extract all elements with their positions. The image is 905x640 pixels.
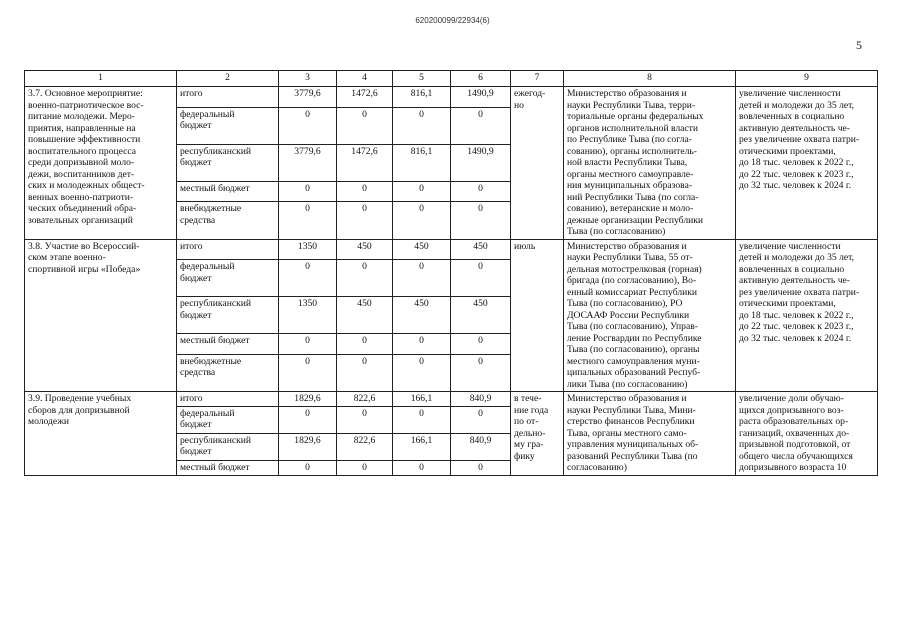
funding-amount: 0	[337, 260, 393, 297]
column-header: 7	[511, 71, 564, 87]
funding-amount: 3779,6	[279, 144, 337, 181]
funding-amount: 0	[393, 334, 451, 355]
funding-amount: 0	[393, 202, 451, 239]
funding-amount: 1829,6	[279, 392, 337, 407]
funding-amount: 0	[451, 181, 511, 202]
funding-source: итого	[177, 239, 279, 260]
funding-amount: 0	[337, 460, 393, 475]
execution-term: в тече- ние года по от- дельно- му гра- фику	[511, 392, 564, 476]
activity-description: 3.9. Проведение учебных сборов для допризывной молодежи	[25, 392, 177, 476]
funding-source: внебюджетные средства	[177, 202, 279, 239]
column-header: 1	[25, 71, 177, 87]
column-header: 9	[736, 71, 878, 87]
funding-amount: 0	[451, 334, 511, 355]
responsible-executors: Министерство образования и науки Республики Тыва, терри- ториальные органы федеральных органов исполнительной власти по Республике Тыва (по согла- сованию), органы исполнитель- ной власти Республики Тыва, органы местного самоуправле- ния муниципальных образова- ний Республики Тыва (по согла- сованию), ветеранские и моло- дежные организации Республики Тыва (по согласованию)	[564, 87, 736, 240]
funding-amount: 450	[337, 239, 393, 260]
funding-source: республиканский бюджет	[177, 297, 279, 334]
funding-amount: 450	[451, 297, 511, 334]
funding-source: федеральный бюджет	[177, 107, 279, 144]
funding-amount: 0	[337, 107, 393, 144]
funding-source: республиканский бюджет	[177, 144, 279, 181]
table-row	[25, 392, 878, 407]
funding-amount: 450	[393, 239, 451, 260]
funding-amount: 0	[451, 260, 511, 297]
responsible-executors: Министерство образования и науки Республики Тыва, Мини- стерство финансов Республики Тыва, органы местного само- управления муниципальных об- разований Республики Тыва (по согласованию)	[564, 392, 736, 476]
page-number: 5	[856, 38, 862, 52]
funding-amount: 450	[393, 297, 451, 334]
funding-amount: 0	[451, 202, 511, 239]
activity-description: 3.8. Участие во Всероссий- ском этапе военно- спортивной игры «Победа»	[25, 239, 177, 392]
funding-amount: 166,1	[393, 433, 451, 460]
funding-amount: 450	[337, 297, 393, 334]
funding-amount: 816,1	[393, 87, 451, 108]
funding-amount: 0	[337, 406, 393, 433]
funding-amount: 816,1	[393, 144, 451, 181]
column-header: 8	[564, 71, 736, 87]
funding-amount: 1472,6	[337, 87, 393, 108]
funding-amount: 0	[279, 406, 337, 433]
funding-amount: 0	[337, 334, 393, 355]
funding-source: местный бюджет	[177, 334, 279, 355]
funding-amount: 3779,6	[279, 87, 337, 108]
table-row	[25, 87, 878, 108]
funding-amount: 0	[393, 354, 451, 391]
activity-description: 3.7. Основное мероприятие: военно-патриотическое вос- питание молодежи. Меро- приятия, направленные на повышение эффективности воспитательного процесса среди допризывной моло- дежи, воспитанников дет- ских и молодежных общест- венных военно-патриоти- ческих объединений обра- зовательных организаций	[25, 87, 177, 240]
funding-source: итого	[177, 392, 279, 407]
program-table	[24, 70, 878, 476]
funding-source: местный бюджет	[177, 181, 279, 202]
column-header: 2	[177, 71, 279, 87]
funding-amount: 0	[337, 202, 393, 239]
funding-amount: 0	[393, 460, 451, 475]
funding-source: федеральный бюджет	[177, 260, 279, 297]
funding-amount: 0	[279, 334, 337, 355]
funding-source: итого	[177, 87, 279, 108]
funding-amount: 1350	[279, 239, 337, 260]
funding-amount: 0	[451, 354, 511, 391]
funding-amount: 1350	[279, 297, 337, 334]
expected-result: увеличение численности детей и молодежи до 35 лет, вовлеченных в социально активную деятельность че- рез увеличение охвата патри- отическими проектами, до 18 тыс. человек к 2022 г., до 22 тыс. человек к 2023 г., до 32 тыс. человек к 2024 г.	[736, 239, 878, 392]
funding-amount: 0	[337, 354, 393, 391]
execution-term: июль	[511, 239, 564, 392]
funding-amount: 0	[279, 181, 337, 202]
funding-amount: 0	[279, 260, 337, 297]
funding-amount: 822,6	[337, 433, 393, 460]
funding-amount: 0	[279, 107, 337, 144]
funding-amount: 0	[393, 181, 451, 202]
funding-amount: 0	[451, 107, 511, 144]
responsible-executors: Министерство образования и науки Республики Тыва, 55 от- дельная мотострелковая (горная) бригада (по согласованию), Во- енный комиссариат Республики Тыва (по согласованию), РО ДОСААФ России Республики Тыва (по согласованию), Управ- ление Росгвардии по Республике Тыва (по согласованию), органы местного самоуправления муни- ципальных образований Респуб- лики Тыва (по согласованию)	[564, 239, 736, 392]
header-row	[25, 71, 878, 87]
funding-amount: 0	[337, 181, 393, 202]
column-header: 6	[451, 71, 511, 87]
funding-source: федеральный бюджет	[177, 406, 279, 433]
funding-amount: 1829,6	[279, 433, 337, 460]
funding-amount: 822,6	[337, 392, 393, 407]
funding-source: внебюджетные средства	[177, 354, 279, 391]
column-header: 3	[279, 71, 337, 87]
funding-amount: 0	[393, 260, 451, 297]
funding-amount: 1490,9	[451, 144, 511, 181]
execution-term: ежегод- но	[511, 87, 564, 240]
document-id: 620200099/22934(6)	[415, 16, 490, 25]
column-header: 4	[337, 71, 393, 87]
funding-amount: 0	[393, 406, 451, 433]
funding-source: республиканский бюджет	[177, 433, 279, 460]
funding-amount: 166,1	[393, 392, 451, 407]
funding-amount: 450	[451, 239, 511, 260]
funding-amount: 840,9	[451, 392, 511, 407]
expected-result: увеличение доли обучаю- щихся допризывного воз- раста образовательных ор- ганизаций, охваченных до- призывной подготовкой, от общего числа обучающихся допризывного возраста 10	[736, 392, 878, 476]
expected-result: увеличение численности детей и молодежи до 35 лет, вовлеченных в социально активную деятельность че- рез увеличение охвата патри- отическими проектами, до 18 тыс. человек к 2022 г., до 22 тыс. человек к 2023 г., до 32 тыс. человек к 2024 г.	[736, 87, 878, 240]
column-header: 5	[393, 71, 451, 87]
funding-amount: 840,9	[451, 433, 511, 460]
table-row	[25, 239, 878, 260]
funding-amount: 0	[451, 460, 511, 475]
funding-amount: 0	[393, 107, 451, 144]
funding-amount: 1490,9	[451, 87, 511, 108]
funding-amount: 0	[279, 460, 337, 475]
funding-amount: 0	[451, 406, 511, 433]
table-body	[25, 71, 878, 476]
funding-source: местный бюджет	[177, 460, 279, 475]
funding-amount: 0	[279, 354, 337, 391]
funding-amount: 1472,6	[337, 144, 393, 181]
funding-amount: 0	[279, 202, 337, 239]
